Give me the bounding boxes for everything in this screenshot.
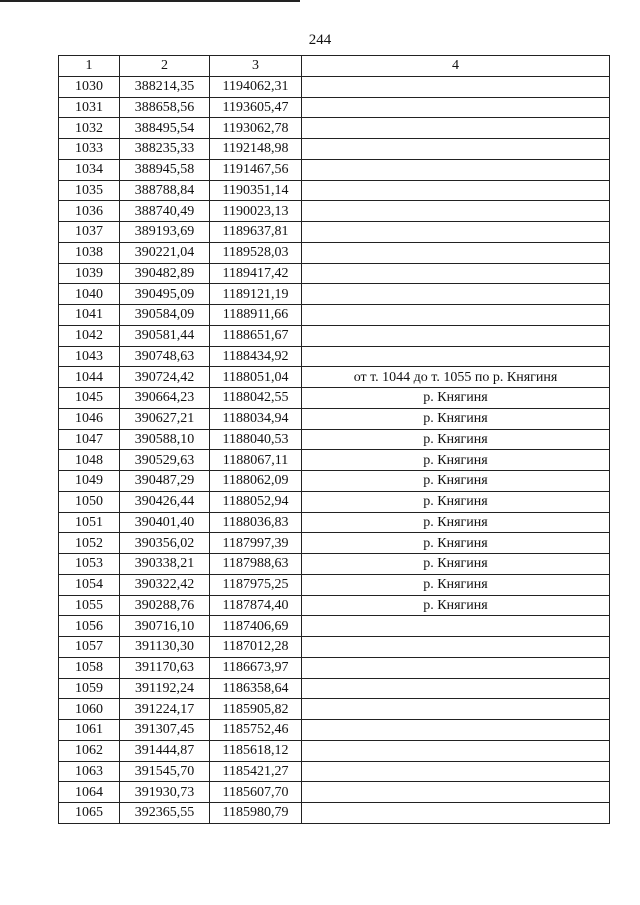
table-row: [59, 305, 610, 326]
table-row: [59, 284, 610, 305]
table-row: [59, 616, 610, 637]
x-coordinate-cell: 391307,45: [120, 720, 210, 741]
description-cell: [302, 159, 610, 180]
point-number-cell: 1036: [59, 201, 120, 222]
y-coordinate-cell: 1186358,64: [210, 678, 302, 699]
y-coordinate-cell: 1194062,31: [210, 76, 302, 97]
table-row: [59, 180, 610, 201]
coordinates-table: [58, 55, 610, 824]
table-row: [59, 595, 610, 616]
table-row: [59, 201, 610, 222]
y-coordinate-cell: 1185607,70: [210, 782, 302, 803]
table-row: [59, 678, 610, 699]
table-row: [59, 388, 610, 409]
column-header-2: 2: [120, 56, 210, 77]
description-cell: р. Княгиня: [302, 512, 610, 533]
x-coordinate-cell: 390356,02: [120, 533, 210, 554]
x-coordinate-cell: 391444,87: [120, 740, 210, 761]
table-row: [59, 637, 610, 658]
table-row: [59, 699, 610, 720]
description-cell: [302, 637, 610, 658]
point-number-cell: 1064: [59, 782, 120, 803]
x-coordinate-cell: 388495,54: [120, 118, 210, 139]
point-number-cell: 1040: [59, 284, 120, 305]
x-coordinate-cell: 390401,40: [120, 512, 210, 533]
table-header-row: [59, 56, 610, 77]
x-coordinate-cell: 391545,70: [120, 761, 210, 782]
top-rule: [0, 0, 300, 2]
table-row: [59, 533, 610, 554]
point-number-cell: 1037: [59, 222, 120, 243]
y-coordinate-cell: 1188911,66: [210, 305, 302, 326]
table-row: [59, 222, 610, 243]
x-coordinate-cell: 391170,63: [120, 657, 210, 678]
description-cell: [302, 325, 610, 346]
description-cell: р. Княгиня: [302, 408, 610, 429]
description-cell: [302, 740, 610, 761]
description-cell: [302, 284, 610, 305]
description-cell: [302, 657, 610, 678]
table-body: [59, 56, 610, 824]
description-cell: [302, 242, 610, 263]
y-coordinate-cell: 1189637,81: [210, 222, 302, 243]
y-coordinate-cell: 1187975,25: [210, 574, 302, 595]
x-coordinate-cell: 390664,23: [120, 388, 210, 409]
table-row: [59, 761, 610, 782]
x-coordinate-cell: 390221,04: [120, 242, 210, 263]
point-number-cell: 1044: [59, 367, 120, 388]
y-coordinate-cell: 1190023,13: [210, 201, 302, 222]
description-cell: [302, 97, 610, 118]
description-cell: [302, 201, 610, 222]
point-number-cell: 1031: [59, 97, 120, 118]
table-row: [59, 491, 610, 512]
x-coordinate-cell: 388945,58: [120, 159, 210, 180]
description-cell: [302, 139, 610, 160]
point-number-cell: 1042: [59, 325, 120, 346]
y-coordinate-cell: 1187874,40: [210, 595, 302, 616]
x-coordinate-cell: 391930,73: [120, 782, 210, 803]
x-coordinate-cell: 390288,76: [120, 595, 210, 616]
x-coordinate-cell: 390338,21: [120, 554, 210, 575]
y-coordinate-cell: 1188042,55: [210, 388, 302, 409]
y-coordinate-cell: 1185421,27: [210, 761, 302, 782]
description-cell: р. Княгиня: [302, 554, 610, 575]
table-row: [59, 512, 610, 533]
point-number-cell: 1051: [59, 512, 120, 533]
table-row: [59, 740, 610, 761]
point-number-cell: 1059: [59, 678, 120, 699]
x-coordinate-cell: 388658,56: [120, 97, 210, 118]
table-row: [59, 803, 610, 824]
description-cell: р. Княгиня: [302, 491, 610, 512]
table-row: [59, 471, 610, 492]
column-header-1: 1: [59, 56, 120, 77]
description-cell: [302, 803, 610, 824]
description-cell: р. Княгиня: [302, 574, 610, 595]
description-cell: [302, 616, 610, 637]
point-number-cell: 1062: [59, 740, 120, 761]
y-coordinate-cell: 1185618,12: [210, 740, 302, 761]
y-coordinate-cell: 1190351,14: [210, 180, 302, 201]
y-coordinate-cell: 1188434,92: [210, 346, 302, 367]
point-number-cell: 1054: [59, 574, 120, 595]
description-cell: [302, 263, 610, 284]
x-coordinate-cell: 390724,42: [120, 367, 210, 388]
point-number-cell: 1041: [59, 305, 120, 326]
point-number-cell: 1053: [59, 554, 120, 575]
point-number-cell: 1065: [59, 803, 120, 824]
point-number-cell: 1039: [59, 263, 120, 284]
x-coordinate-cell: 391224,17: [120, 699, 210, 720]
y-coordinate-cell: 1188062,09: [210, 471, 302, 492]
x-coordinate-cell: 390584,09: [120, 305, 210, 326]
point-number-cell: 1063: [59, 761, 120, 782]
x-coordinate-cell: 390588,10: [120, 429, 210, 450]
point-number-cell: 1057: [59, 637, 120, 658]
point-number-cell: 1052: [59, 533, 120, 554]
table-row: [59, 139, 610, 160]
x-coordinate-cell: 391130,30: [120, 637, 210, 658]
x-coordinate-cell: 390716,10: [120, 616, 210, 637]
description-cell: [302, 222, 610, 243]
x-coordinate-cell: 390482,89: [120, 263, 210, 284]
y-coordinate-cell: 1189121,19: [210, 284, 302, 305]
x-coordinate-cell: 390748,63: [120, 346, 210, 367]
y-coordinate-cell: 1189528,03: [210, 242, 302, 263]
y-coordinate-cell: 1187012,28: [210, 637, 302, 658]
point-number-cell: 1033: [59, 139, 120, 160]
table-row: [59, 97, 610, 118]
y-coordinate-cell: 1188040,53: [210, 429, 302, 450]
y-coordinate-cell: 1185905,82: [210, 699, 302, 720]
point-number-cell: 1056: [59, 616, 120, 637]
x-coordinate-cell: 390495,09: [120, 284, 210, 305]
description-cell: [302, 720, 610, 741]
x-coordinate-cell: 391192,24: [120, 678, 210, 699]
table-row: [59, 242, 610, 263]
description-cell: [302, 346, 610, 367]
description-cell: р. Княгиня: [302, 595, 610, 616]
x-coordinate-cell: 388235,33: [120, 139, 210, 160]
point-number-cell: 1048: [59, 450, 120, 471]
y-coordinate-cell: 1193062,78: [210, 118, 302, 139]
point-number-cell: 1038: [59, 242, 120, 263]
point-number-cell: 1047: [59, 429, 120, 450]
x-coordinate-cell: 390487,29: [120, 471, 210, 492]
y-coordinate-cell: 1187988,63: [210, 554, 302, 575]
point-number-cell: 1045: [59, 388, 120, 409]
y-coordinate-cell: 1192148,98: [210, 139, 302, 160]
y-coordinate-cell: 1189417,42: [210, 263, 302, 284]
point-number-cell: 1049: [59, 471, 120, 492]
y-coordinate-cell: 1188067,11: [210, 450, 302, 471]
description-cell: р. Княгиня: [302, 533, 610, 554]
table-row: [59, 159, 610, 180]
table-row: [59, 76, 610, 97]
y-coordinate-cell: 1193605,47: [210, 97, 302, 118]
table-row: [59, 450, 610, 471]
point-number-cell: 1046: [59, 408, 120, 429]
point-number-cell: 1043: [59, 346, 120, 367]
y-coordinate-cell: 1191467,56: [210, 159, 302, 180]
y-coordinate-cell: 1188036,83: [210, 512, 302, 533]
description-cell: от т. 1044 до т. 1055 по р. Княгиня: [302, 367, 610, 388]
point-number-cell: 1061: [59, 720, 120, 741]
x-coordinate-cell: 389193,69: [120, 222, 210, 243]
description-cell: [302, 678, 610, 699]
table-row: [59, 574, 610, 595]
x-coordinate-cell: 390627,21: [120, 408, 210, 429]
point-number-cell: 1060: [59, 699, 120, 720]
column-header-3: 3: [210, 56, 302, 77]
y-coordinate-cell: 1188651,67: [210, 325, 302, 346]
page-number: 244: [308, 32, 332, 48]
table-row: [59, 720, 610, 741]
table-row: [59, 657, 610, 678]
x-coordinate-cell: 390581,44: [120, 325, 210, 346]
y-coordinate-cell: 1188034,94: [210, 408, 302, 429]
x-coordinate-cell: 390529,63: [120, 450, 210, 471]
x-coordinate-cell: 388740,49: [120, 201, 210, 222]
x-coordinate-cell: 390426,44: [120, 491, 210, 512]
table-row: [59, 782, 610, 803]
description-cell: р. Княгиня: [302, 388, 610, 409]
table-row: [59, 346, 610, 367]
point-number-cell: 1032: [59, 118, 120, 139]
description-cell: р. Княгиня: [302, 471, 610, 492]
description-cell: р. Княгиня: [302, 450, 610, 471]
x-coordinate-cell: 388214,35: [120, 76, 210, 97]
y-coordinate-cell: 1186673,97: [210, 657, 302, 678]
description-cell: [302, 761, 610, 782]
x-coordinate-cell: 392365,55: [120, 803, 210, 824]
y-coordinate-cell: 1187406,69: [210, 616, 302, 637]
table-row: [59, 118, 610, 139]
y-coordinate-cell: 1185752,46: [210, 720, 302, 741]
point-number-cell: 1050: [59, 491, 120, 512]
y-coordinate-cell: 1185980,79: [210, 803, 302, 824]
table-row: [59, 554, 610, 575]
description-cell: [302, 782, 610, 803]
column-header-4: 4: [302, 56, 610, 77]
point-number-cell: 1035: [59, 180, 120, 201]
point-number-cell: 1034: [59, 159, 120, 180]
y-coordinate-cell: 1187997,39: [210, 533, 302, 554]
description-cell: [302, 699, 610, 720]
table-row: [59, 367, 610, 388]
table-row: [59, 408, 610, 429]
point-number-cell: 1030: [59, 76, 120, 97]
y-coordinate-cell: 1188052,94: [210, 491, 302, 512]
x-coordinate-cell: 390322,42: [120, 574, 210, 595]
table-row: [59, 429, 610, 450]
point-number-cell: 1055: [59, 595, 120, 616]
point-number-cell: 1058: [59, 657, 120, 678]
table-row: [59, 325, 610, 346]
y-coordinate-cell: 1188051,04: [210, 367, 302, 388]
description-cell: [302, 118, 610, 139]
x-coordinate-cell: 388788,84: [120, 180, 210, 201]
description-cell: [302, 76, 610, 97]
description-cell: [302, 305, 610, 326]
description-cell: р. Княгиня: [302, 429, 610, 450]
table-row: [59, 263, 610, 284]
description-cell: [302, 180, 610, 201]
